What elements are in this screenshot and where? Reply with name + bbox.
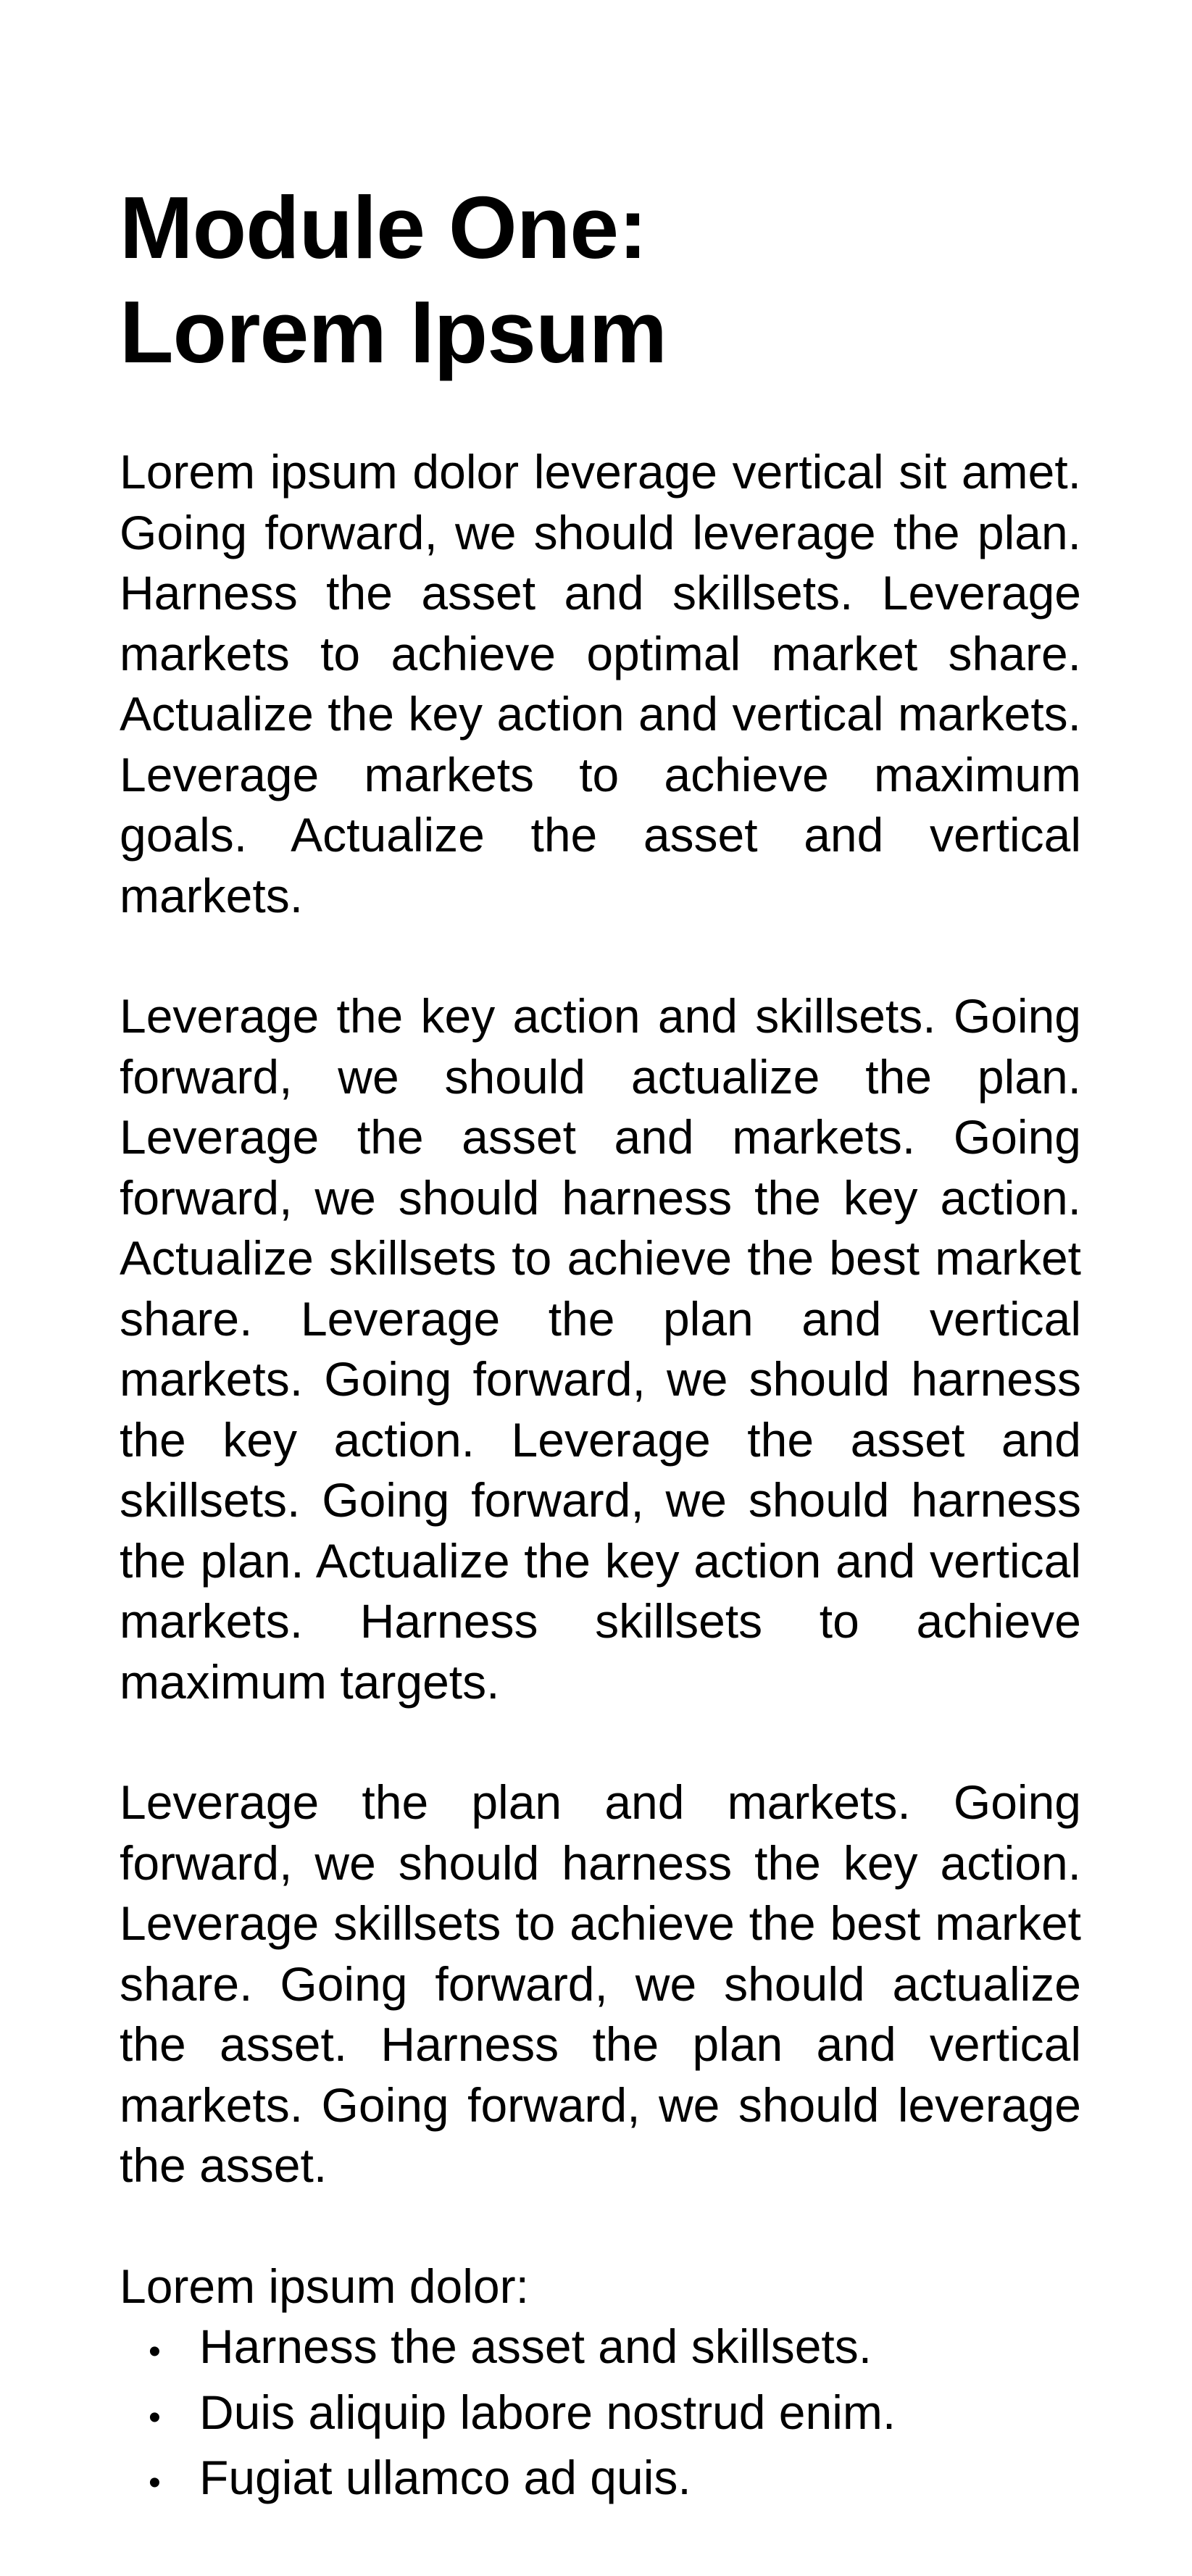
list-item-text: Fugiat ullamco ad quis. (199, 2451, 691, 2504)
bullet-icon: • (149, 2398, 161, 2437)
list-item (149, 2383, 1081, 2448)
bullet-icon: • (149, 2464, 161, 2502)
body-paragraph-1: Lorem ipsum dolor leverage vertical sit amet. Going forward, we should leverage the plan. Harness the asset and skillsets. Leverage markets to achieve optimal market share. Actualize the key action and vertical markets. Leverage markets to achieve maximum goals. Actualize the asset and vertical markets. (120, 445, 1081, 922)
body-paragraph-3: Leverage the plan and markets. Going forward, we should harness the key action. Leverage skillsets to achieve the best market share. Going forward, we should actualize the asset. Harness the plan and vertical markets. Going forward, we should leverage the asset. (120, 1775, 1081, 2192)
module-title (120, 175, 1081, 384)
bullet-icon: • (149, 2333, 161, 2371)
module-title-line-2: Lorem Ipsum (120, 283, 667, 381)
list-intro: Lorem ipsum dolor: (120, 2259, 529, 2313)
list-item (149, 2317, 1081, 2383)
list-item (149, 2448, 1081, 2514)
module-title-line-1: Module One: (120, 178, 647, 277)
body-paragraph-2: Leverage the key action and skillsets. Going forward, we should actualize the plan. Leverage the asset and markets. Going forward, we should harness the key action. Actualize skillsets to achieve the best market share. Leverage the plan and vertical markets. Going forward, we should harness the key action. Leverage the asset and skillsets. Going forward, we should harness the plan. Actualize the key action and vertical markets. Harness skillsets to achieve maximum targets. (120, 989, 1081, 1709)
bullet-list (120, 2317, 1081, 2514)
list-item-text: Harness the asset and skillsets. (199, 2319, 872, 2373)
list-item-text: Duis aliquip labore nostrud enim. (199, 2385, 896, 2439)
